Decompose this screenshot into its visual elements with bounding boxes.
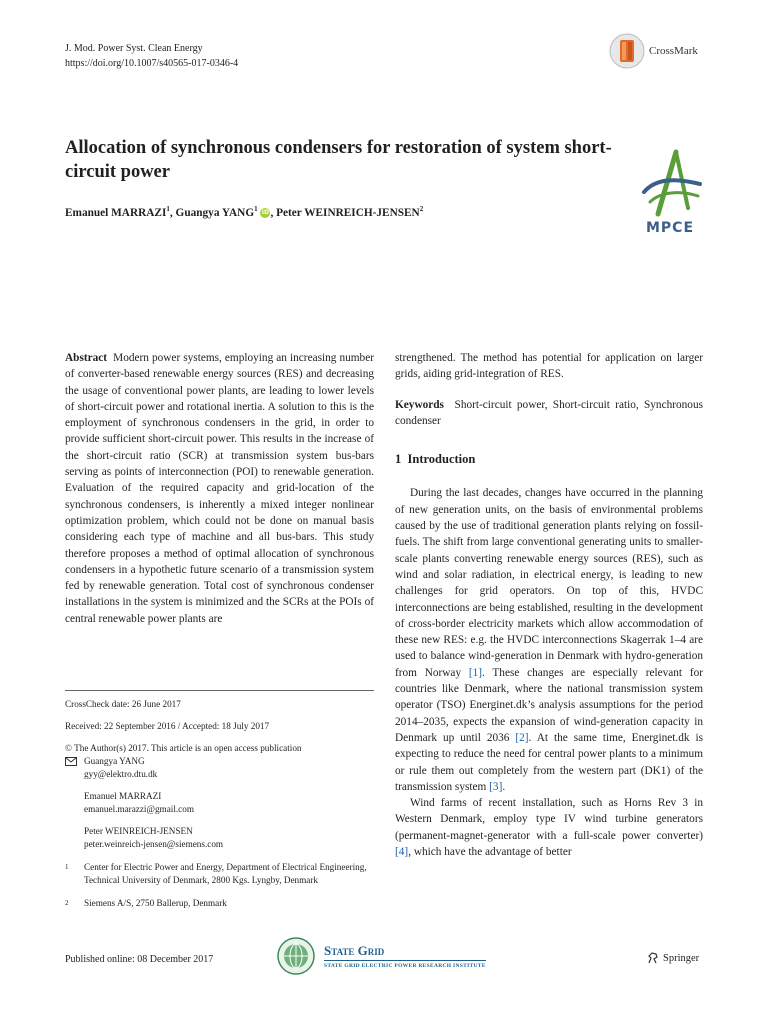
- springer-label: Springer: [663, 952, 700, 964]
- paragraph-text: . These changes are especially relevant for countries like Denmark, where the national transmission system operator (TSO) Energinet.dk’s analysis assumptions for the period 2014–2035, expects the expansion of wind-generation capacity in Denmark up until 2036: [395, 666, 703, 744]
- author-affil-sup: 2: [419, 205, 424, 213]
- paragraph-text: , which have the advantage of better: [408, 846, 572, 859]
- paragraph-text: .: [502, 780, 506, 793]
- paper-title: Allocation of synchronous condensers for restoration of system short-circuit power: [65, 138, 612, 182]
- crossmark-label: CrossMark: [649, 45, 698, 57]
- license-note: © The Author(s) 2017. This article is an open access publication: [65, 743, 302, 753]
- contact-email[interactable]: emanuel.marazzi@gmail.com: [84, 804, 194, 814]
- affiliation-text: Siemens A/S, 2750 Ballerup, Denmark: [84, 898, 227, 908]
- citation-link[interactable]: [2]: [515, 731, 529, 744]
- paragraph-text: . At the same time, Energinet.dk is expecting to reduce the need for central power plants to a minimum or rule them out completely from the western part (DK1) of the transmission system: [395, 731, 703, 793]
- published-date: Published online: 08 December 2017: [65, 954, 214, 965]
- author-name: Emanuel MARRAZI: [65, 206, 167, 219]
- crossmark-badge[interactable]: [609, 33, 698, 69]
- contact-name: Guangya YANG: [84, 756, 145, 766]
- paragraph-text: Wind farms of recent installation, such as Horns Rev 3 in Western Denmark, employ type IV wind turbine generators (permanent-magnet-generator with a full-scale power converter): [395, 797, 703, 842]
- author-affil-sup: 1: [254, 205, 258, 213]
- citation-link[interactable]: [3]: [489, 780, 503, 793]
- mpce-logo: [636, 148, 708, 236]
- stategrid-title: State Grid: [324, 943, 486, 961]
- author-name: Guangya YANG: [175, 206, 255, 219]
- section-heading: [395, 451, 703, 467]
- author-affil-sup: 1: [166, 205, 170, 213]
- author-list: Emanuel MARRAZI$^1$, Guangya YANG$^1$ iD, Peter WEINREICH-JENSEN$^2$: [65, 205, 424, 219]
- intro-paragraph-1: [395, 485, 703, 795]
- abstract: [65, 350, 374, 627]
- affiliation: [65, 861, 374, 887]
- crossmark-icon: [609, 33, 645, 69]
- orcid-icon[interactable]: iD: [261, 209, 269, 217]
- section-number: 1: [395, 452, 402, 467]
- citation-link[interactable]: [1]: [468, 666, 483, 679]
- mpce-emblem-icon: [636, 148, 708, 218]
- contact-name: Peter WEINREICH-JENSEN: [84, 826, 193, 836]
- keywords-text: Short-circuit power, Short-circuit ratio, Synchronous condenser: [395, 398, 703, 427]
- stategrid-subtitle: STATE GRID ELECTRIC POWER RESEARCH INSTITUTE: [324, 963, 486, 969]
- contact-email[interactable]: peter.weinreich-jensen@siemens.com: [84, 839, 224, 849]
- divider: [65, 690, 374, 691]
- affiliation: [65, 897, 374, 910]
- received-date: Received: 22 September 2016 / Accepted: 18 July 2017: [65, 721, 270, 731]
- springer-horse-icon: [646, 951, 660, 965]
- contact-block: [65, 755, 374, 851]
- journal-name: J. Mod. Power Syst. Clean Energy: [65, 43, 203, 54]
- affiliation-number: 2: [65, 899, 69, 907]
- abstract-text: Modern power systems, employing an increasing number of converter-based renewable energy sources (RES) and decreasing the usage of conventional power plants, are leading to lower levels of short-circuit power and rotational inertia. A solution to this is the employment of synchronous condensers in the grid, in order to provide sufficient short-circuit power. This results in the increase of the short-circuit ratio (SCR) at transmission system bus-bars serving as points of interconnection (POI) to renewable generation. Evaluation of the required capacity and grid-location of the synchronous condensers, is inherently a mixed integer nonlinear optimization problem, which could not be done on manual basis considering each type of machine and all bus-bars. This study therefore proposes a method of optimal allocation of synchronous condensers in a hypothetic future scenario of a transmission system fed by renewable generation. Total cost of synchronous condenser installations in the system is minimized and the SCRs at the POIs of central renewable power plants are: [65, 352, 374, 625]
- abstract-column: [65, 350, 374, 627]
- envelope-icon: [65, 757, 77, 766]
- journal-header: [65, 41, 238, 71]
- mpce-label: MPCE: [645, 220, 695, 236]
- springer-logo: [646, 951, 699, 965]
- section-title: Introduction: [407, 452, 476, 467]
- keywords: [395, 397, 703, 430]
- affiliation-number: 1: [65, 863, 69, 871]
- contact-name: Emanuel MARRAZI: [84, 791, 162, 801]
- crosscheck-date: CrossCheck date: 26 June 2017: [65, 699, 181, 709]
- author-name: Peter WEINREICH-JENSEN: [276, 206, 420, 219]
- abstract-label: Abstract: [65, 352, 108, 364]
- stategrid-logo: [276, 936, 486, 976]
- intro-paragraph-2: [395, 795, 703, 860]
- abstract-continuation: strengthened. The method has potential for application on larger grids, aiding grid-integration of RES.: [395, 352, 703, 381]
- body-column: [395, 350, 703, 860]
- affiliation-text: Center for Electric Power and Energy, Department of Electrical Engineering, Technical University of Denmark, 2800 Kgs. Lyngby, Denmark: [84, 862, 367, 885]
- globe-icon: [276, 936, 316, 976]
- keywords-label: Keywords: [395, 398, 444, 411]
- contact-email[interactable]: gyy@elektro.dtu.dk: [84, 769, 158, 779]
- article-meta: [65, 698, 374, 910]
- citation-link[interactable]: [4]: [395, 846, 409, 859]
- paragraph-text: During the last decades, changes have occurred in the planning of new generation units, on the basis of environmental problems caused by the use of traditional generation plants relying on fossil-fuels. The shift from large conventional generating units to smaller-scale plants converting renewable energy sources (RES), such as wind and solar radiation, in electrical energy, is leading to new challenges for grid operators. On top of this, HVDC interconnections are being established, resulting in the development of cross-border electricity markets which allow accommodation of these new RES: e.g. the HVDC interconnections Skagerrak 1–4 are used to balance wind-generation in Denmark with hydro-generation from Norway: [395, 487, 703, 679]
- doi-link[interactable]: https://doi.org/10.1007/s40565-017-0346-4: [65, 58, 239, 69]
